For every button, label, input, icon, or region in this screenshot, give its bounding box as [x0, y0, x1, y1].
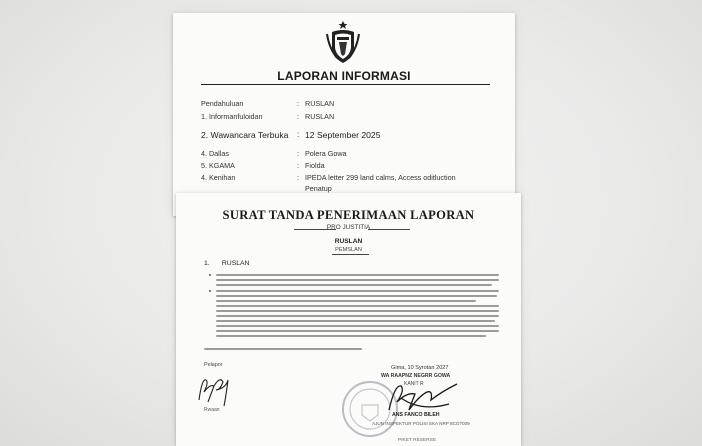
- row-label: 4. Kenihan: [201, 173, 236, 182]
- row-value: Penatup: [305, 184, 332, 193]
- reporter-printed-name: Rwaan: [204, 407, 220, 413]
- reporter-label: Pelapor: [204, 362, 223, 368]
- laporan-informasi-document: [173, 13, 515, 216]
- info-row: Pendahuluan : RUSLAN: [201, 99, 335, 108]
- officer-rank: AJUN INSPEKTUR POLISI SKA NRP 8CO7009: [372, 421, 470, 426]
- row-value: RUSLAN: [305, 112, 335, 121]
- issuing-unit: KANIT R: [404, 381, 424, 387]
- officer-name: ANS FANCO BILEH: [392, 412, 440, 418]
- role-underline: [332, 254, 369, 255]
- info-row: 5. KGAMA : Fiolda: [201, 161, 325, 170]
- row-label: 5. KGAMA: [201, 161, 235, 170]
- reporter-signature-icon: [196, 370, 246, 410]
- subtitle-rule-right: [368, 229, 410, 230]
- row-label: 1. Informanfuloidan: [201, 112, 263, 121]
- row-value: 12 September 2025: [305, 130, 381, 140]
- document-subtitle: PRO JUSTITIA: [326, 224, 371, 231]
- police-emblem-icon: [323, 20, 363, 64]
- item-number: 1.: [204, 260, 210, 267]
- info-row: 2. Wawancara Terbuka : 12 September 2025: [201, 130, 381, 140]
- reporter-role: PEMSLAN: [335, 247, 362, 253]
- row-label: 2. Wawancara Terbuka: [201, 130, 289, 140]
- title-divider: [201, 84, 490, 85]
- item-name: RUSLAN: [221, 260, 250, 267]
- row-label: Pendahuluan: [201, 99, 244, 108]
- info-row: 4. Dallas : Polera Gowa: [201, 149, 347, 158]
- footer-label: PIKET RESERSE: [398, 438, 437, 443]
- list-item: [204, 260, 249, 267]
- document-title: SURAT TANDA PENERIMAAN LAPORAN: [222, 208, 475, 222]
- document-title: LAPORAN INFORMASI: [277, 69, 411, 83]
- row-value: Polera Gowa: [305, 149, 347, 158]
- row-value: IPEDA letter 299 land calms, Access oditluction: [305, 173, 456, 182]
- info-row: 4. Kenihan : IPEDA letter 299 land calms, Access oditluction: [201, 173, 456, 182]
- row-value: Fiolda: [305, 161, 325, 170]
- reporter-name: RUSLAN: [334, 238, 363, 245]
- row-label: 4. Dallas: [201, 149, 229, 158]
- issuing-office: WA RAAPNZ NEGRR GOWA: [381, 373, 451, 379]
- issue-date: Gima, 10 Syrotan 2027: [391, 365, 449, 371]
- surat-tanda-penerimaan-document: [176, 193, 521, 446]
- row-value: RUSLAN: [305, 99, 335, 108]
- info-row: 1. Informanfuloidan : RUSLAN: [201, 112, 335, 121]
